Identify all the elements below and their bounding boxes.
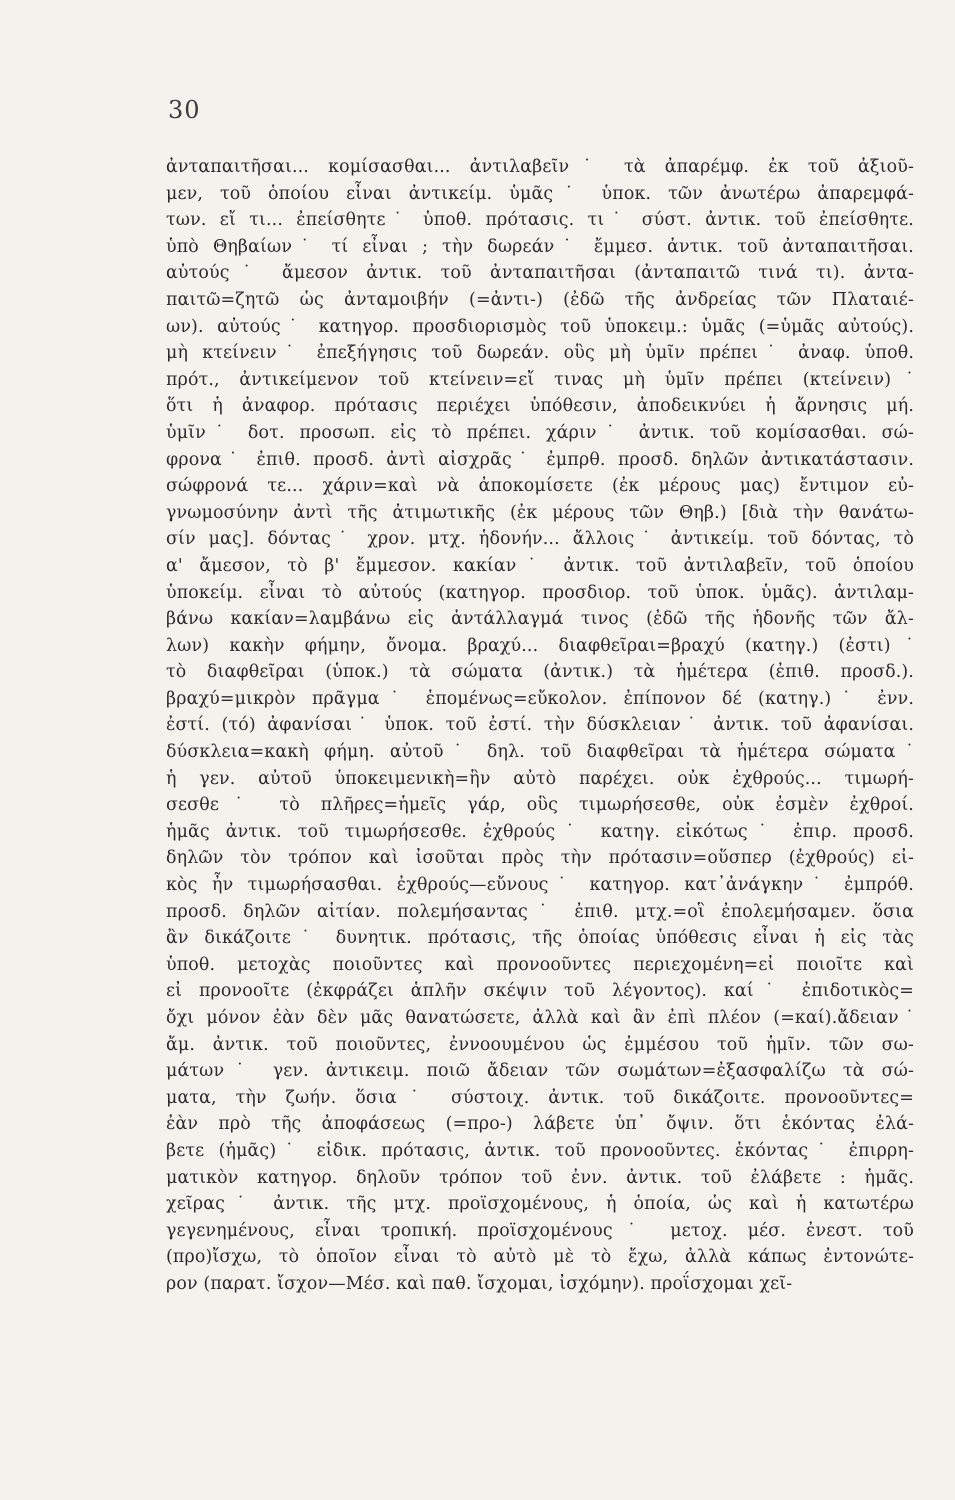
text-line: ὑμῖν˙ δοτ. προσωπ. εἰς τὸ πρέπει. χάριν˙ ἀντικ. τοῦ κομίσασθαι. σώ-: [166, 422, 914, 443]
text-line: ἀνταπαιτῆσαι... κομίσασθαι... ἀντιλαβεῖν˙ τὰ ἀπαρέμφ. ἐκ τοῦ ἀξιοῦ-: [166, 157, 914, 177]
text-line: ἂν δικάζοιτε˙ δυνητικ. πρότασις, τῆς ὁποίας ὑπόθεσις εἶναι ἡ εἰς τὰς: [166, 928, 914, 949]
text-line: ἐστί. (τό) ἀφανίσαι˙ ὑποκ. τοῦ ἐστί. τὴν δύσκλειαν˙ ἀντικ. τοῦ ἀφανίσαι.: [166, 715, 914, 736]
text-line: ὄχι μόνον ἐὰν δὲν μᾶς θανατώσετε, ἀλλὰ καὶ ἂν ἐπὶ πλέον (=καί).ἄδειαν˙: [166, 1008, 914, 1028]
text-line: αὐτούς˙ ἄμεσον ἀντικ. τοῦ ἀνταπαιτῆσαι (ἀνταπαιτῶ τινά τι). ἀντα-: [166, 263, 914, 284]
text-line: ὅτι ἡ ἀναφορ. πρότασις περιέχει ὑπόθεσιν, ἀποδεικνύει ἡ ἄρνησις μή.: [166, 396, 914, 417]
text-line: ὑποθ. μετοχὰς ποιοῦντες καὶ προνοοῦντες περιεχομένη=εἰ ποιοῖτε καὶ: [166, 954, 914, 975]
text-line: ἡ γεν. αὐτοῦ ὑποκειμενικὴ=ἣν αὐτὸ παρέχει. οὐκ ἐχθρούς... τιμωρή-: [166, 768, 914, 789]
text-line: των. εἴ τι... ἐπείσθητε˙ ὑποθ. πρότασις. τι˙ σύστ. ἀντικ. τοῦ ἐπείσθητε.: [166, 210, 914, 231]
text-line: πρότ., ἀντικείμενον τοῦ κτείνειν=εἴ τινας μὴ ὑμῖν πρέπει (κτείνειν)˙: [166, 369, 914, 390]
text-line: ἡμᾶς ἀντικ. τοῦ τιμωρήσεσθε. ἐχθρούς˙ κατηγ. εἰκότως˙ ἐπιρ. προσδ.: [166, 821, 914, 842]
text-line: τὸ διαφθεῖραι (ὑποκ.) τὰ σώματα (ἀντικ.) τὰ ἡμέτερα (ἐπιθ. προσδ.).: [166, 662, 914, 683]
text-line: φρονα˙ ἐπιθ. προσδ. ἀντὶ αἰσχρᾶς˙ ἐμπρθ. προσδ. δηλῶν ἀντικατάστασιν.: [166, 449, 914, 470]
text-line: μὴ κτείνειν˙ ἐπεξήγησις τοῦ δωρεάν. οὓς μὴ ὑμῖν πρέπει˙ ἀναφ. ὑποθ.: [166, 343, 914, 364]
text-line: (προ)ἴσχω, τὸ ὁποῖον εἶναι τὸ αὐτὸ μὲ τὸ ἔχω, ἀλλὰ κάπως ἐντονώτε-: [166, 1247, 914, 1268]
body-text: [166, 154, 914, 1298]
text-line: γνωμοσύνην ἀντὶ τῆς ἀτιμωτικῆς (ἐκ μέρους τῶν Θηβ.) [διὰ τὴν θανάτω-: [166, 502, 914, 523]
text-line: ὑποκείμ. εἶναι τὸ αὐτούς (κατηγορ. προσδιορ. τοῦ ὑποκ. ὑμᾶς). ἀντιλαμ-: [166, 582, 914, 603]
text-line: παιτῶ=ζητῶ ὡς ἀνταμοιβήν (=ἀντι-) (ἐδῶ τῆς ἀνδρείας τῶν Πλαταιέ-: [166, 289, 914, 310]
text-line: βάνω κακίαν=λαμβάνω εἰς ἀντάλλαγμά τινος (ἐδῶ τῆς ἡδονῆς τῶν ἄλ-: [166, 609, 914, 630]
text-line: γεγενημένους, εἶναι τροπική. προϊσχομένους˙ μετοχ. μέσ. ἐνεστ. τοῦ: [166, 1220, 914, 1241]
text-line: ἄμ. ἀντικ. τοῦ ποιοῦντες, ἐννοουμένου ὡς ἐμμέσου τοῦ ἡμῖν. τῶν σω-: [166, 1034, 914, 1055]
text-line: α' ἄμεσον, τὸ β' ἔμμεσον. κακίαν˙ ἀντικ. τοῦ ἀντιλαβεῖν, τοῦ ὁποίου: [166, 555, 914, 576]
text-line: βετε (ἡμᾶς)˙ εἰδικ. πρότασις, ἀντικ. τοῦ προνοοῦντες. ἑκόντας˙ ἐπιρρη-: [166, 1140, 914, 1161]
text-line: ἐὰν πρὸ τῆς ἀποφάσεως (=προ-) λάβετε ὑπ᾿ ὄψιν. ὅτι ἑκόντας ἐλά-: [166, 1114, 914, 1135]
text-line: ματικὸν κατηγορ. δηλοῦν τρόπον τοῦ ἐνν. ἀντικ. τοῦ ἐλάβετε : ἡμᾶς.: [166, 1167, 914, 1188]
text-line: δηλῶν τὸν τρόπον καὶ ἰσοῦται πρὸς τὴν πρότασιν=οὕσπερ (ἐχθρούς) εἰ-: [166, 848, 914, 869]
text-line: ρον (παρατ. ἴσχον—Μέσ. καὶ παθ. ἴσχομαι, ἰσχόμην). προΐσχομαι χεῖ-: [166, 1273, 793, 1294]
text-line: σίν μας]. δόντας˙ χρον. μτχ. ἡδονήν... ἄλλοις˙ ἀντικείμ. τοῦ δόντας, τὸ: [166, 529, 914, 550]
text-line: εἰ προνοοῖτε (ἐκφράζει ἁπλῆν σκέψιν τοῦ λέγοντος). καί˙ ἐπιδοτικὸς=: [166, 981, 914, 1002]
text-line: ων). αὐτούς˙ κατηγορ. προσδιορισμὸς τοῦ ὑποκειμ.: ὑμᾶς (=ὑμᾶς αὐτούς).: [166, 316, 914, 337]
text-line: σώφρονά τε... χάριν=καὶ νὰ ἀποκομίσετε (ἐκ μέρους μας) ἔντιμον εὐ-: [166, 476, 914, 497]
text-line: σεσθε˙ τὸ πλῆρες=ἡμεῖς γάρ, οὓς τιμωρήσεσθε, οὐκ ἐσμὲν ἐχθροί.: [166, 795, 914, 816]
text-line: μάτων˙ γεν. ἀντικειμ. ποιῶ ἄδειαν τῶν σωμάτων=ἐξασφαλίζω τὰ σώ-: [166, 1061, 914, 1082]
text-line: κὸς ἦν τιμωρήσασθαι. ἐχθρούς—εὔνους˙ κατηγορ. κατ᾿ἀνάγκην˙ ἐμπρόθ.: [166, 875, 914, 896]
text-line: βραχύ=μικρὸν πρᾶγμα˙ ἑπομένως=εὔκολον. ἐπίπονον δέ (κατηγ.)˙ ἐνν.: [166, 688, 914, 709]
text-line: προσδ. δηλῶν αἰτίαν. πολεμήσαντας˙ ἐπιθ. μτχ.=οἳ ἐπολεμήσαμεν. ὅσια: [166, 901, 914, 922]
text-line: μεν, τοῦ ὁποίου εἶναι ἀντικείμ. ὑμᾶς˙ ὑποκ. τῶν ἀνωτέρω ἀπαρεμφά-: [166, 183, 914, 204]
text-line: χεῖρας˙ ἀντικ. τῆς μτχ. προϊσχομένους, ἡ ὁποία, ὡς καὶ ἡ κατωτέρω: [166, 1194, 914, 1215]
text-line: λων) κακὴν φήμην, ὄνομα. βραχύ... διαφθεῖραι=βραχύ (κατηγ.) (ἐστι)˙: [166, 635, 914, 656]
page-number: 30: [168, 96, 201, 124]
text-line: ὑπὸ Θηβαίων˙ τί εἶναι ; τὴν δωρεάν˙ ἔμμεσ. ἀντικ. τοῦ ἀνταπαιτῆσαι.: [166, 236, 914, 257]
text-line: ματα, τὴν ζωήν. ὅσια˙ σύστοιχ. ἀντικ. τοῦ δικάζοιτε. προνοοῦντες=: [166, 1087, 914, 1108]
text-line: δύσκλεια=κακὴ φήμη. αὐτοῦ˙ δηλ. τοῦ διαφθεῖραι τὰ ἡμέτερα σώματα˙: [166, 742, 914, 763]
